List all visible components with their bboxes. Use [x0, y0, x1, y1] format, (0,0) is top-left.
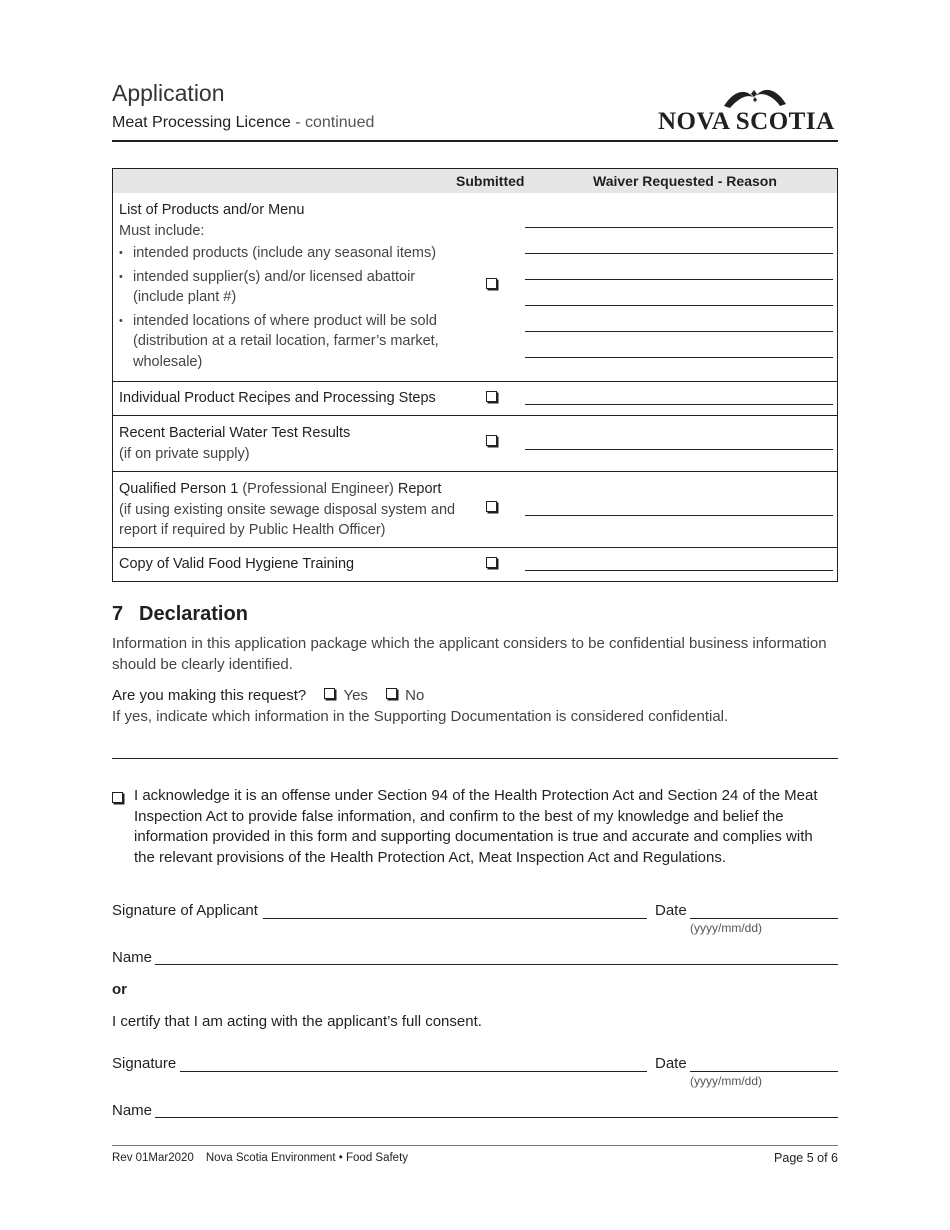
waiver-reason-line[interactable] [525, 449, 833, 450]
col-header-submitted: Submitted [456, 173, 525, 189]
agent-name-line[interactable] [155, 1117, 838, 1118]
table-row [113, 547, 837, 581]
submitted-checkbox[interactable] [486, 557, 497, 568]
row-label [119, 200, 449, 375]
nova-scotia-logo [658, 84, 838, 134]
waiver-reason-line[interactable] [525, 279, 833, 280]
signature-label: Signature [112, 1055, 177, 1072]
waiver-reason-line[interactable] [525, 357, 833, 358]
list-item: • intended locations of where product will be sold (distribution at a retail location, farmer’s market, wholesale) [119, 311, 449, 373]
row-title: Recent Bacterial Water Test Results [119, 425, 351, 441]
row-label [119, 423, 350, 464]
row-title-part: Qualified Person 1 [119, 481, 239, 497]
row-title: List of Products and/or Menu [119, 202, 305, 218]
row-note: (if on private supply) [119, 445, 250, 462]
footer-rule [112, 1145, 838, 1146]
table-header [113, 169, 837, 193]
document-title: Application [112, 80, 225, 106]
name-label: Name [112, 1102, 153, 1119]
row-note: (if using existing onsite sewage disposal system and report if required by Public Health Officer) [119, 501, 456, 538]
waiver-reason-line[interactable] [525, 570, 833, 571]
row-subtitle: Must include: [119, 222, 205, 239]
row-title: Copy of Valid Food Hygiene Training [119, 556, 355, 572]
question-label: Are you making this request? [112, 687, 307, 704]
waiver-reason-line[interactable] [525, 253, 833, 254]
no-label: No [405, 687, 425, 704]
name-label: Name [112, 949, 153, 966]
subtitle-suffix: - continued [290, 114, 375, 131]
waiver-reason-line[interactable] [525, 227, 833, 228]
row-title-part: Report [397, 481, 442, 497]
date-format-hint: (yyyy/mm/dd) [690, 1074, 762, 1088]
submitted-checkbox[interactable] [486, 278, 497, 289]
certify-statement: I certify that I am acting with the applicant’s full consent. [112, 1013, 482, 1030]
footer-left [112, 1152, 408, 1164]
waiver-reason-line[interactable] [525, 515, 833, 516]
option-yes[interactable] [324, 687, 367, 704]
section-number: 7 [112, 603, 124, 625]
acknowledge-text: I acknowledge it is an offense under Section 94 of the Health Protection Act and Section 24 of the Meat Inspection Act to provide false information, and confirm to the best of my knowledge and belief the information provided in this form and supporting documentation is true and accurate and complies with the relevant provisions of the Health Protection Act, Meat Inspection Act and Regulations. [134, 787, 818, 866]
row-title: Individual Product Recipes and Processing Steps [119, 390, 436, 406]
date-format-hint: (yyyy/mm/dd) [690, 921, 762, 935]
or-separator: or [112, 981, 127, 998]
list-item: • intended products (include any seasonal items) [119, 243, 449, 264]
confidential-followup: If yes, indicate which information in the Supporting Documentation is considered confidential. [112, 708, 729, 725]
waiver-reason-line[interactable] [525, 331, 833, 332]
no-checkbox[interactable] [386, 688, 397, 699]
date-label: Date [655, 902, 687, 919]
waiver-reason-line[interactable] [525, 305, 833, 306]
row-title-part: (Professional Engineer) [238, 481, 398, 497]
submitted-checkbox[interactable] [486, 501, 497, 512]
confidentiality-intro: Information in this application package which the applicant considers to be confidential business information should be clearly identified. [112, 635, 827, 673]
yes-label: Yes [343, 687, 368, 704]
applicant-date-line[interactable] [690, 918, 838, 919]
subtitle-main: Meat Processing Licence [112, 114, 291, 131]
agent-date-line[interactable] [690, 1071, 838, 1072]
date-label: Date [655, 1055, 687, 1072]
submitted-checkbox[interactable] [486, 391, 497, 402]
table-row [113, 381, 837, 415]
section-heading [112, 603, 248, 626]
col-header-waiver: Waiver Requested - Reason [593, 173, 777, 189]
confidential-info-line[interactable] [112, 758, 838, 759]
acknowledge-checkbox[interactable] [112, 792, 123, 803]
applicant-name-line[interactable] [155, 964, 838, 965]
requirements-table [112, 168, 838, 582]
applicant-signature-label: Signature of Applicant [112, 902, 258, 919]
header-rule [112, 140, 838, 142]
yes-checkbox[interactable] [324, 688, 335, 699]
agent-signature-line[interactable] [180, 1071, 647, 1072]
applicant-signature-line[interactable] [263, 918, 647, 919]
confidential-request-question [112, 686, 424, 706]
organization-label: Nova Scotia Environment • Food Safety [205, 1152, 409, 1164]
table-row [113, 415, 837, 471]
page-number: Page 5 of 6 [774, 1151, 838, 1165]
revision-label: Rev 01Mar2020 [112, 1152, 194, 1164]
list-item: • intended supplier(s) and/or licensed abattoir (include plant #) [119, 267, 449, 308]
section-title: Declaration [139, 603, 248, 625]
document-subtitle [112, 114, 374, 132]
logo-wordmark: NOVA SCOTIA [658, 108, 835, 135]
submitted-checkbox[interactable] [486, 435, 497, 446]
table-row [113, 471, 837, 547]
row-bullet-list [119, 243, 449, 372]
option-no[interactable] [386, 687, 424, 704]
waiver-reason-line[interactable] [525, 404, 833, 405]
table-row [113, 193, 837, 381]
row-title [119, 479, 459, 500]
row-label [119, 479, 459, 541]
